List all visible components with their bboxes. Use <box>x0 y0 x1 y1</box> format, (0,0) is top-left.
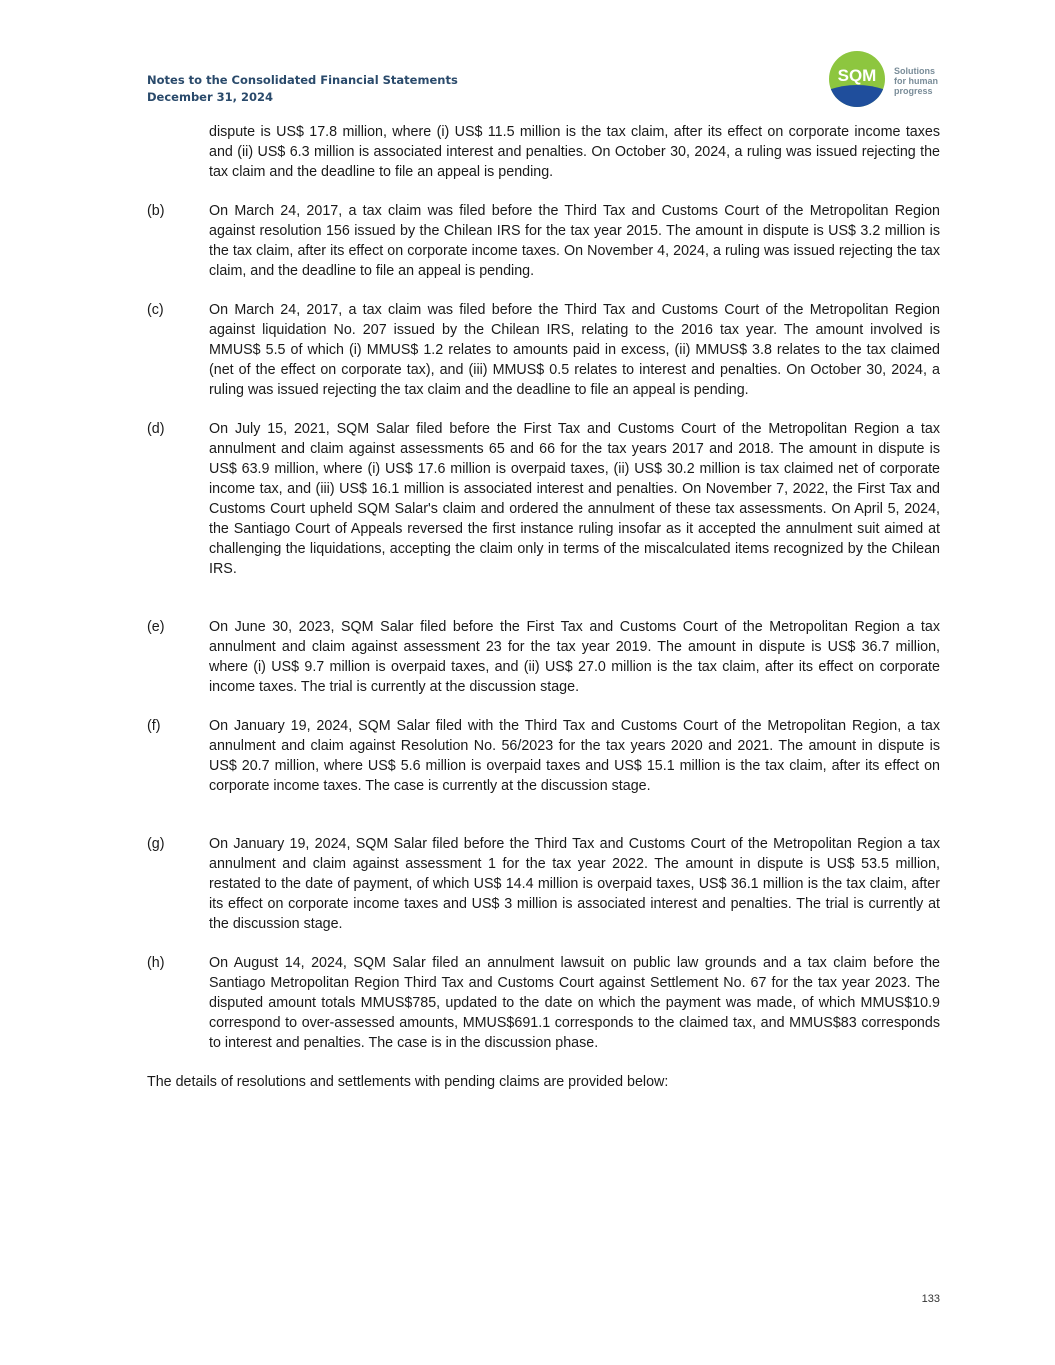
continued-paragraph: dispute is US$ 17.8 million, where (i) US$ 11.5 million is the tax claim, after its effect on corporate income taxes and (ii) US$ 6.3 million is associated interest and penalties. On October 30, 2024, a ruling was issued rejecting the tax claim and the deadline to file an appeal is pending. <box>209 124 940 180</box>
sqm-logo <box>828 50 943 108</box>
item-label: (g) <box>147 836 165 852</box>
header-title: Notes to the Consolidated Financial Statements <box>147 73 458 87</box>
item-text: On July 15, 2021, SQM Salar filed before the First Tax and Customs Court of the Metropolitan Region a tax annulment and claim against assessments 65 and 66 for the tax years 2017 and 2018. The amount in dispute is US$ 63.9 million, where (i) US$ 17.6 million is overpaid taxes, (ii) US$ 30.2 million is tax claimed net of corporate income tax, and (iii) US$ 16.1 million is associated interest and penalties. On November 7, 2022, the First Tax and Customs Court upheld SQM Salar's claim and ordered the annulment of these tax assessments. On April 5, 2024, the Santiago Court of Appeals reversed the first instance ruling insofar as it accepted the annulment suit aimed at challenging the liquidations, accepting the claim only in terms of the miscalculated items recognized by the Chilean IRS. <box>209 421 940 577</box>
item-text: On January 19, 2024, SQM Salar filed with the Third Tax and Customs Court of the Metropolitan Region, a tax annulment and claim against Resolution No. 56/2023 for the tax years 2020 and 2021. The amount in dispute is US$ 20.7 million, where US$ 5.6 million is overpaid taxes and US$ 15.1 million is the tax claim, after its effect on corporate income taxes. The case is currently at the discussion stage. <box>209 718 940 794</box>
list-item <box>147 300 940 400</box>
logo-tagline-2: for human <box>894 76 938 86</box>
logo-tagline-3: progress <box>894 86 933 96</box>
item-text: On August 14, 2024, SQM Salar filed an annulment lawsuit on public law grounds and a tax claim before the Santiago Metropolitan Region Third Tax and Customs Court against Settlement No. 67 for the tax year 2023. The disputed amount totals MMUS$785, updated to the date on which the payment was made, of which MMUS$10.9 correspond to over-assessed amounts, MMUS$691.1 corresponds to the claimed tax, and MMUS$83 corresponds to interest and penalties. The case is in the discussion phase. <box>209 955 940 1051</box>
item-label: (b) <box>147 203 165 219</box>
item-text: On January 19, 2024, SQM Salar filed before the Third Tax and Customs Court of the Metropolitan Region a tax annulment and claim against assessment 1 for the tax year 2022. The amount in dispute is US$ 53.5 million, restated to the date of payment, of which US$ 14.4 million is overpaid taxes, US$ 36.1 million is the tax claim, after its effect on corporate income taxes and US$ 3 million is associated interest and penalties. The trial is currently at the discussion stage. <box>209 836 940 932</box>
logo-text: SQM <box>837 66 877 85</box>
list-item <box>147 716 940 796</box>
item-label: (e) <box>147 619 165 635</box>
item-label: (f) <box>147 718 161 734</box>
notes-body <box>147 122 940 1092</box>
logo-tagline-1: Solutions <box>894 66 935 76</box>
header-date: December 31, 2024 <box>147 90 274 104</box>
list-item <box>147 834 940 934</box>
list-item <box>147 419 940 579</box>
closing-sentence: The details of resolutions and settlements with pending claims are provided below: <box>147 1074 669 1090</box>
item-text: On June 30, 2023, SQM Salar filed before the First Tax and Customs Court of the Metropolitan Region a tax annulment and claim against assessment 23 for the tax year 2019. The amount in dispute is US$ 36.7 million, where (i) US$ 9.7 million is overpaid taxes, and (ii) US$ 27.0 million is the tax claim, after its effect on corporate income taxes. The trial is currently at the discussion stage. <box>209 619 940 695</box>
item-label: (c) <box>147 302 164 318</box>
item-label: (d) <box>147 421 165 437</box>
item-label: (h) <box>147 955 165 971</box>
list-item <box>147 617 940 697</box>
page-header <box>147 72 458 106</box>
list-item <box>147 201 940 281</box>
item-text: On March 24, 2017, a tax claim was filed before the Third Tax and Customs Court of the Metropolitan Region against liquidation No. 207 issued by the Chilean IRS, relating to the 2016 tax year. The amount involved is MMUS$ 5.5 of which (i) MMUS$ 1.2 relates to amounts paid in excess, (ii) MMUS$ 3.8 relates to the tax claimed (net of the effect on corporate tax), and (iii) MMUS$ 0.5 relates to interest and penalties. On October 30, 2024, a ruling was issued rejecting the tax claim and the deadline to file an appeal is pending. <box>209 302 940 398</box>
page-number: 133 <box>921 1293 940 1305</box>
list-item <box>147 953 940 1053</box>
item-text: On March 24, 2017, a tax claim was filed before the Third Tax and Customs Court of the Metropolitan Region against resolution 156 issued by the Chilean IRS for the tax year 2015. The amount in dispute is US$ 3.2 million is the tax claim, after its effect on corporate income taxes. On November 4, 2024, a ruling was issued rejecting the tax claim, and the deadline to file an appeal is pending. <box>209 203 940 279</box>
